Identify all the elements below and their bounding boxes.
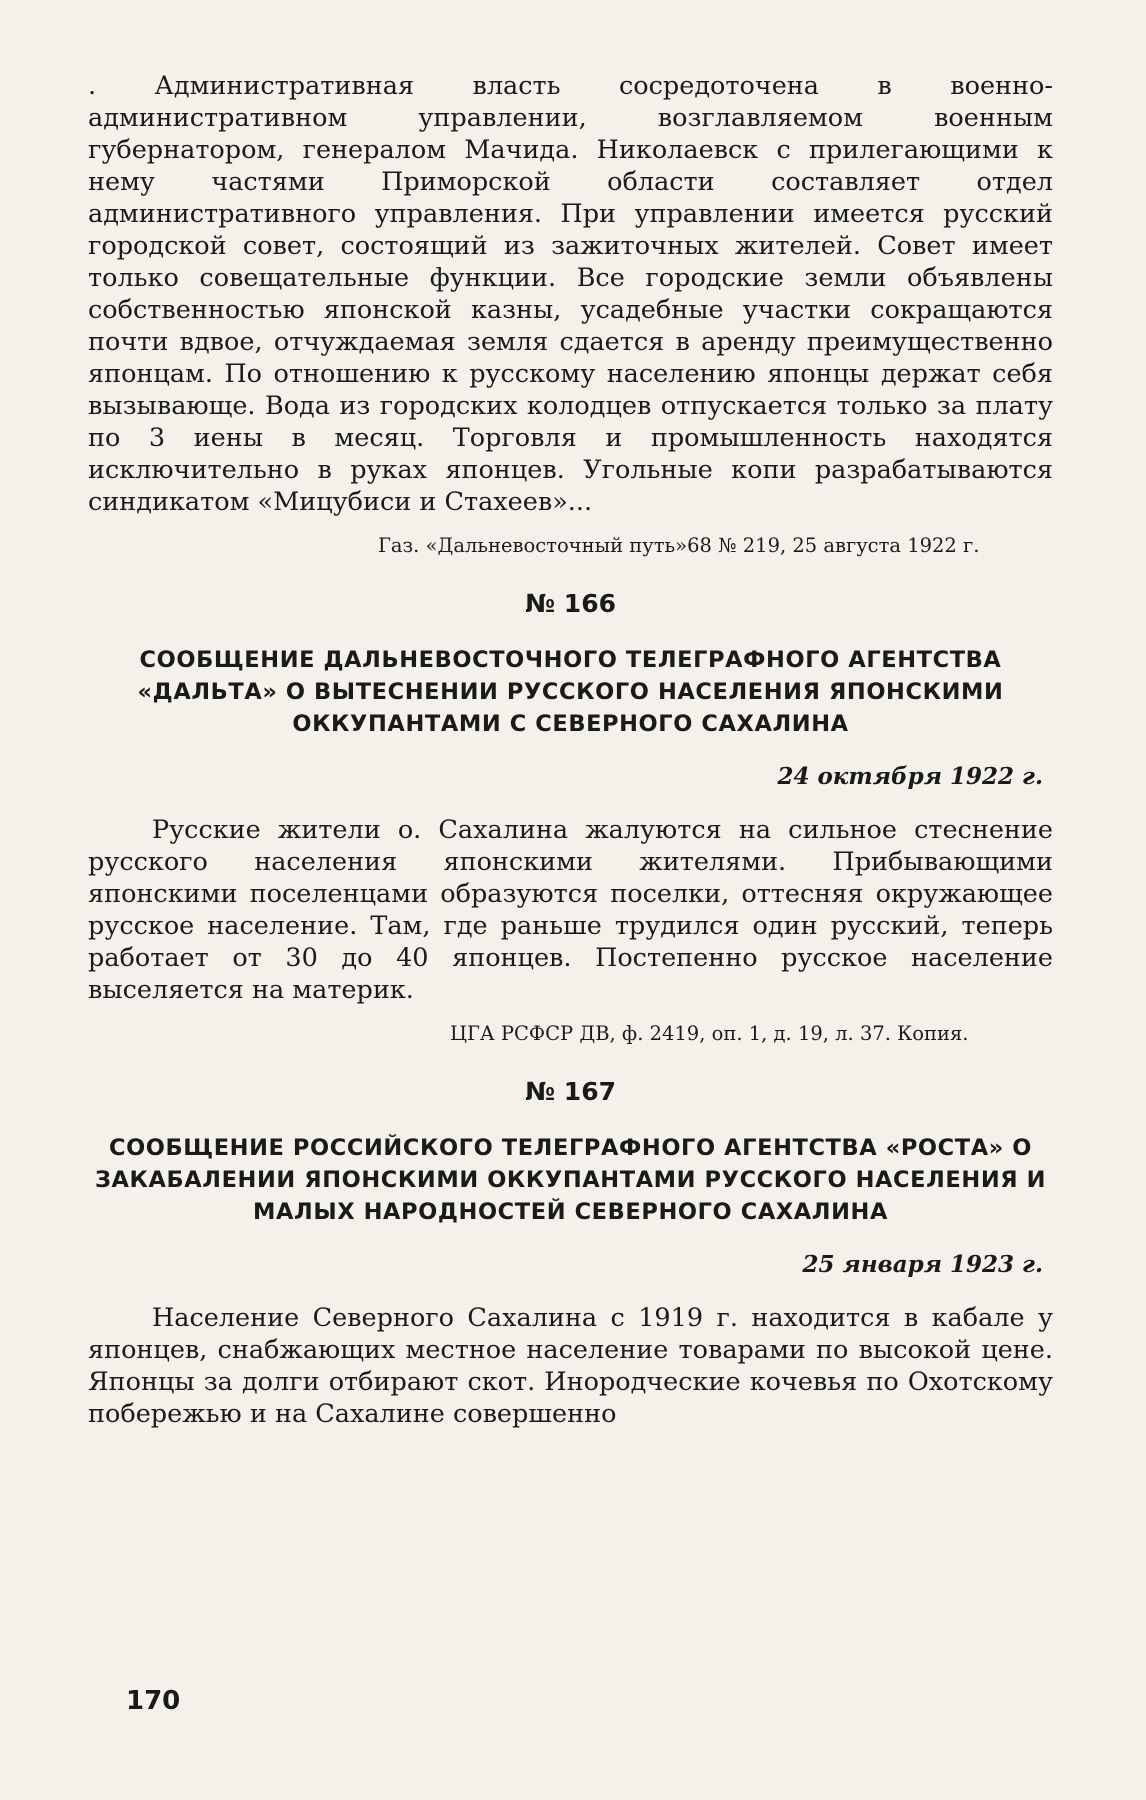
document-title: СООБЩЕНИЕ РОССИЙСКОГО ТЕЛЕГРАФНОГО АГЕНТСТВА «РОСТА» О ЗАКАБАЛЕНИИ ЯПОНСКИМИ ОККУПАНТАМИ РУССКОГО НАСЕЛЕНИЯ И МАЛЫХ НАРОДНОСТЕЙ СЕВЕРНОГО САХАЛИНА [94, 1135, 1047, 1225]
document-date: 25 января 1923 г. [802, 1251, 1043, 1278]
document-number: № 167 [525, 1077, 616, 1106]
page-number: 170 [126, 1686, 181, 1716]
page-content [88, 70, 1053, 1430]
document-title: СООБЩЕНИЕ ДАЛЬНЕВОСТОЧНОГО ТЕЛЕГРАФНОГО АГЕНТСТВА «ДАЛЬТА» О ВЫТЕСНЕНИИ РУССКОГО НАСЕЛЕНИЯ ЯПОНСКИМИ ОККУПАНТАМИ С СЕВЕРНОГО САХАЛИНА [137, 647, 1004, 737]
continuation-source: Газ. «Дальневосточный путь»68 № 219, 25 августа 1922 г. [378, 534, 980, 557]
document-number: № 166 [525, 589, 616, 618]
document-date: 24 октября 1922 г. [777, 763, 1043, 790]
document-167 [88, 1076, 1053, 1430]
document-body: Население Северного Сахалина с 1919 г. находится в кабале у японцев, снабжающих местное население товарами по высокой цене. Японцы за долги отбирают скот. Инородческие кочевья по Охотскому побережью и на Сахалине совершенно [88, 1303, 1053, 1429]
document-166 [88, 588, 1053, 1048]
continuation-paragraph: . Административная власть сосредоточена в военно-административном управлении, возглавляемом военным губернатором, генералом Мачида. Николаевск с прилегающими к нему частями Приморской области составляет отдел административного управления. При управлении имеется русский городской совет, состоящий из зажиточных жителей. Совет имеет только совещательные функции. Все городские земли объявлены собственностью японской казны, усадебные участки сокращаются почти вдвое, отчуждаемая земля сдается в аренду преимущественно японцам. По отношению к русскому населению японцы держат себя вызывающе. Вода из городских колодцев отпускается только за плату по 3 иены в месяц. Торговля и промышленность находятся исключительно в руках японцев. Угольные копи разрабатываются синдикатом «Мицубиси и Стахеев»... [88, 71, 1053, 517]
document-source: ЦГА РСФСР ДВ, ф. 2419, оп. 1, д. 19, л. 37. Копия. [450, 1022, 969, 1045]
document-body: Русские жители о. Сахалина жалуются на сильное стеснение русского населения японскими жителями. Прибывающими японскими поселенцами образуются поселки, оттесняя окружающее русское население. Там, где раньше трудился один русский, теперь работает от 30 до 40 японцев. Постепенно русское население выселяется на материк. [88, 815, 1053, 1005]
